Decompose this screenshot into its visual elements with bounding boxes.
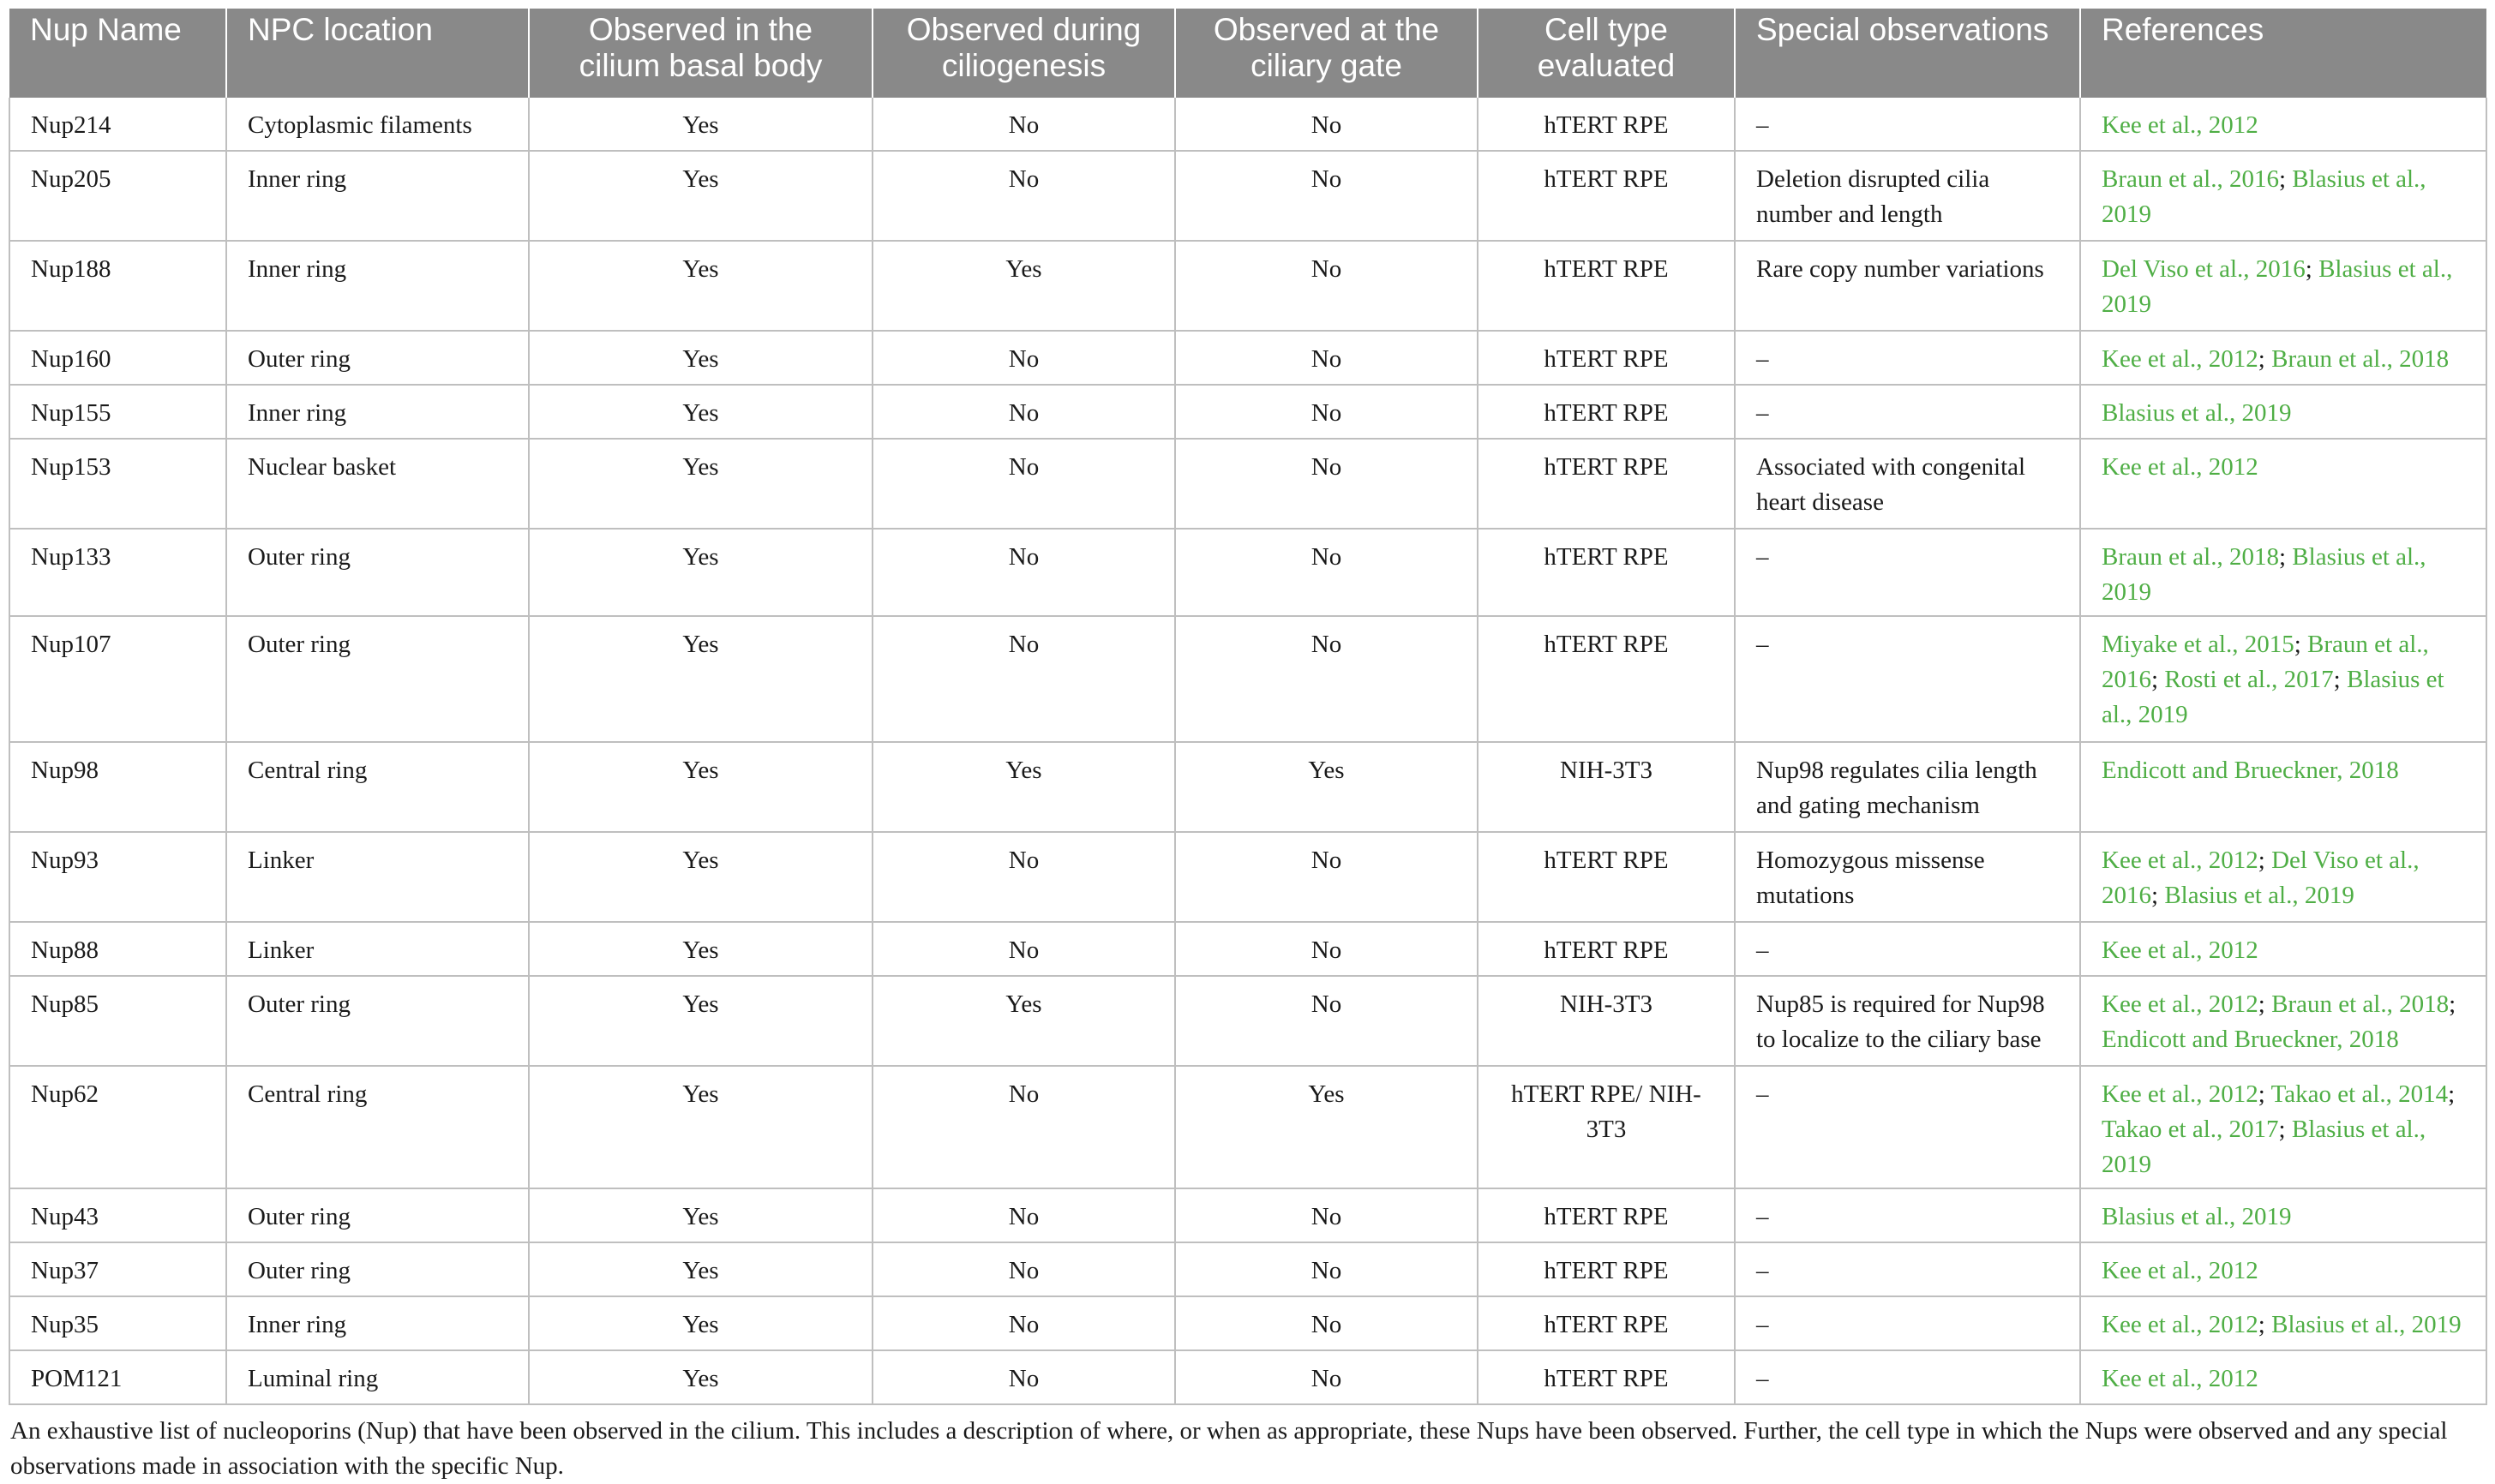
cell-ciliogenesis: No	[873, 151, 1175, 241]
cell-references: Kee et al., 2012; Braun et al., 2018	[2080, 331, 2486, 385]
reference-link[interactable]: Blasius et al., 2019	[2102, 165, 2426, 228]
cell-cell-type: hTERT RPE	[1478, 241, 1735, 331]
table-row	[9, 616, 2486, 742]
header-references: References	[2080, 9, 2486, 98]
cell-npc-location: Nuclear basket	[226, 439, 529, 529]
reference-link[interactable]: Blasius et al., 2019	[2102, 543, 2426, 606]
reference-link[interactable]: Kee et al., 2012	[2102, 1080, 2258, 1108]
table-row	[9, 742, 2486, 832]
cell-basal-body: Yes	[529, 151, 873, 241]
cell-special-observations: –	[1735, 331, 2080, 385]
cell-special-observations: –	[1735, 529, 2080, 616]
table-container	[9, 9, 2486, 1484]
cell-cell-type: hTERT RPE/ NIH-3T3	[1478, 1066, 1735, 1188]
cell-ciliogenesis: No	[873, 1188, 1175, 1242]
cell-cell-type: hTERT RPE	[1478, 385, 1735, 439]
cell-basal-body: Yes	[529, 616, 873, 742]
cell-ciliary-gate: Yes	[1175, 742, 1478, 832]
table-row	[9, 529, 2486, 616]
cell-ciliary-gate: No	[1175, 1188, 1478, 1242]
cell-cell-type: hTERT RPE	[1478, 151, 1735, 241]
cell-basal-body: Yes	[529, 1242, 873, 1296]
cell-npc-location: Cytoplasmic filaments	[226, 98, 529, 151]
table-body	[9, 98, 2486, 1404]
cell-ciliary-gate: No	[1175, 385, 1478, 439]
cell-special-observations: Associated with congenital heart disease	[1735, 439, 2080, 529]
cell-special-observations: –	[1735, 98, 2080, 151]
cell-special-observations: Nup98 regulates cilia length and gating mechanism	[1735, 742, 2080, 832]
cell-nup-name: Nup98	[9, 742, 226, 832]
cell-cell-type: hTERT RPE	[1478, 1242, 1735, 1296]
cell-npc-location: Linker	[226, 922, 529, 976]
cell-basal-body: Yes	[529, 1188, 873, 1242]
cell-npc-location: Central ring	[226, 1066, 529, 1188]
cell-basal-body: Yes	[529, 98, 873, 151]
table-row	[9, 1242, 2486, 1296]
reference-link[interactable]: Blasius et al., 2019	[2164, 882, 2354, 909]
cell-ciliogenesis: No	[873, 616, 1175, 742]
reference-link[interactable]: Endicott and Brueckner, 2018	[2102, 757, 2399, 784]
cell-npc-location: Outer ring	[226, 1242, 529, 1296]
cell-nup-name: Nup88	[9, 922, 226, 976]
cell-basal-body: Yes	[529, 241, 873, 331]
reference-link[interactable]: Kee et al., 2012	[2102, 1311, 2258, 1338]
cell-nup-name: Nup214	[9, 98, 226, 151]
cell-references: Kee et al., 2012; Del Viso et al., 2016; Blasius et al., 2019	[2080, 832, 2486, 922]
cell-ciliary-gate: No	[1175, 616, 1478, 742]
cell-references	[2080, 1350, 2486, 1404]
cell-ciliary-gate: No	[1175, 832, 1478, 922]
cell-ciliary-gate: Yes	[1175, 1066, 1478, 1188]
table-row	[9, 439, 2486, 529]
cell-references	[2080, 1242, 2486, 1296]
cell-cell-type: hTERT RPE	[1478, 98, 1735, 151]
cell-special-observations: Nup85 is required for Nup98 to localize to the ciliary base	[1735, 976, 2080, 1066]
cell-nup-name: Nup37	[9, 1242, 226, 1296]
cell-special-observations: –	[1735, 1066, 2080, 1188]
cell-cell-type: NIH-3T3	[1478, 976, 1735, 1066]
table-row	[9, 832, 2486, 922]
cell-basal-body: Yes	[529, 976, 873, 1066]
reference-link[interactable]: Blasius et al., 2019	[2102, 255, 2453, 318]
header-special-observations: Special observations	[1735, 9, 2080, 98]
header-ciliary-gate: Observed at the ciliary gate	[1175, 9, 1478, 98]
cell-cell-type: hTERT RPE	[1478, 616, 1735, 742]
cell-nup-name: Nup85	[9, 976, 226, 1066]
header-basal-body: Observed in the cilium basal body	[529, 9, 873, 98]
reference-link[interactable]: Kee et al., 2012	[2102, 990, 2258, 1018]
cell-ciliary-gate: No	[1175, 1296, 1478, 1350]
cell-cell-type: hTERT RPE	[1478, 439, 1735, 529]
cell-nup-name: Nup205	[9, 151, 226, 241]
cell-special-observations: –	[1735, 1350, 2080, 1404]
reference-link[interactable]: Blasius et al., 2019	[2271, 1311, 2462, 1338]
cell-basal-body: Yes	[529, 922, 873, 976]
cell-npc-location: Outer ring	[226, 616, 529, 742]
cell-npc-location: Outer ring	[226, 1188, 529, 1242]
cell-ciliary-gate: No	[1175, 331, 1478, 385]
cell-basal-body: Yes	[529, 439, 873, 529]
cell-nup-name: Nup188	[9, 241, 226, 331]
cell-nup-name: Nup133	[9, 529, 226, 616]
cell-basal-body: Yes	[529, 331, 873, 385]
reference-link[interactable]: Braun et al., 2018	[2271, 990, 2450, 1018]
cell-ciliogenesis: No	[873, 1066, 1175, 1188]
cell-ciliogenesis: No	[873, 832, 1175, 922]
cell-special-observations: Deletion disrupted cilia number and length	[1735, 151, 2080, 241]
reference-link[interactable]: Endicott and Brueckner, 2018	[2102, 1026, 2399, 1053]
table-row	[9, 241, 2486, 331]
table-row	[9, 331, 2486, 385]
reference-link[interactable]: Takao et al., 2017	[2102, 1116, 2279, 1143]
cell-ciliary-gate: No	[1175, 922, 1478, 976]
table-row	[9, 98, 2486, 151]
cell-special-observations: –	[1735, 1188, 2080, 1242]
cell-cell-type: NIH-3T3	[1478, 742, 1735, 832]
cell-npc-location: Outer ring	[226, 331, 529, 385]
reference-link[interactable]: Kee et al., 2012	[2102, 1257, 2258, 1284]
cell-ciliary-gate: No	[1175, 151, 1478, 241]
cell-nup-name: Nup62	[9, 1066, 226, 1188]
cell-ciliary-gate: No	[1175, 241, 1478, 331]
cell-ciliary-gate: No	[1175, 98, 1478, 151]
cell-basal-body: Yes	[529, 385, 873, 439]
reference-link[interactable]: Braun et al., 2016	[2102, 165, 2279, 193]
cell-special-observations: –	[1735, 1296, 2080, 1350]
reference-link[interactable]: Braun et al., 2016	[2102, 631, 2429, 693]
reference-link[interactable]: Kee et al., 2012	[2102, 847, 2258, 874]
cell-ciliogenesis: No	[873, 385, 1175, 439]
cell-references: Miyake et al., 2015; Braun et al., 2016; Rosti et al., 2017; Blasius et al., 2019	[2080, 616, 2486, 742]
cell-references: Kee et al., 2012; Braun et al., 2018; Endicott and Brueckner, 2018	[2080, 976, 2486, 1066]
table-row	[9, 1066, 2486, 1188]
table-row	[9, 976, 2486, 1066]
cell-special-observations: Rare copy number variations	[1735, 241, 2080, 331]
cell-special-observations: –	[1735, 616, 2080, 742]
cell-ciliogenesis: Yes	[873, 241, 1175, 331]
cell-references: Del Viso et al., 2016; Blasius et al., 2019	[2080, 241, 2486, 331]
reference-link[interactable]: Del Viso et al., 2016	[2102, 847, 2420, 909]
cell-cell-type: hTERT RPE	[1478, 832, 1735, 922]
table-row	[9, 1350, 2486, 1404]
cell-basal-body: Yes	[529, 1296, 873, 1350]
header-cell-type: Cell type evaluated	[1478, 9, 1735, 98]
cell-ciliary-gate: No	[1175, 1350, 1478, 1404]
table-row	[9, 385, 2486, 439]
reference-link[interactable]: Kee et al., 2012	[2102, 936, 2258, 964]
cell-ciliogenesis: Yes	[873, 742, 1175, 832]
header-npc-location: NPC location	[226, 9, 529, 98]
cell-references	[2080, 922, 2486, 976]
cell-references	[2080, 98, 2486, 151]
header-ciliogenesis: Observed during ciliogenesis	[873, 9, 1175, 98]
cell-npc-location: Inner ring	[226, 385, 529, 439]
cell-ciliogenesis: No	[873, 98, 1175, 151]
table-row	[9, 922, 2486, 976]
cell-special-observations: Homozygous missense mutations	[1735, 832, 2080, 922]
cell-npc-location: Linker	[226, 832, 529, 922]
cell-ciliary-gate: No	[1175, 439, 1478, 529]
table-caption: An exhaustive list of nucleoporins (Nup) that have been observed in the cilium. This includes a description of where, or when as appropriate, these Nups have been observed. Further, the cell type in which the Nups were observed and any special observations made in association with the specific Nup.	[10, 1417, 2448, 1480]
reference-link[interactable]: Del Viso et al., 2016	[2102, 255, 2306, 283]
reference-link[interactable]: Rosti et al., 2017	[2164, 666, 2334, 693]
cell-basal-body: Yes	[529, 529, 873, 616]
cell-references	[2080, 1188, 2486, 1242]
cell-npc-location: Inner ring	[226, 151, 529, 241]
cell-npc-location: Central ring	[226, 742, 529, 832]
cell-special-observations: –	[1735, 922, 2080, 976]
reference-link[interactable]: Blasius et al., 2019	[2102, 1203, 2292, 1230]
cell-npc-location: Luminal ring	[226, 1350, 529, 1404]
table-row	[9, 151, 2486, 241]
cell-nup-name: Nup93	[9, 832, 226, 922]
header-row	[9, 9, 2486, 98]
cell-npc-location: Inner ring	[226, 241, 529, 331]
cell-ciliary-gate: No	[1175, 976, 1478, 1066]
cell-cell-type: hTERT RPE	[1478, 1296, 1735, 1350]
cell-references: Kee et al., 2012; Blasius et al., 2019	[2080, 1296, 2486, 1350]
cell-ciliogenesis: No	[873, 439, 1175, 529]
cell-special-observations: –	[1735, 385, 2080, 439]
cell-nup-name: Nup160	[9, 331, 226, 385]
cell-references	[2080, 385, 2486, 439]
cell-nup-name: POM121	[9, 1350, 226, 1404]
cell-ciliogenesis: No	[873, 1350, 1175, 1404]
header-nup-name: Nup Name	[9, 9, 226, 98]
reference-link[interactable]: Kee et al., 2012	[2102, 111, 2258, 139]
cell-basal-body: Yes	[529, 1066, 873, 1188]
cell-nup-name: Nup43	[9, 1188, 226, 1242]
reference-link[interactable]: Braun et al., 2018	[2271, 345, 2450, 373]
nup-table	[9, 9, 2487, 1405]
reference-link[interactable]: Kee et al., 2012	[2102, 345, 2258, 373]
reference-link[interactable]: Blasius et al., 2019	[2102, 1116, 2426, 1178]
reference-link[interactable]: Kee et al., 2012	[2102, 453, 2258, 481]
cell-cell-type: hTERT RPE	[1478, 529, 1735, 616]
cell-basal-body: Yes	[529, 1350, 873, 1404]
cell-ciliary-gate: No	[1175, 529, 1478, 616]
reference-link[interactable]: Blasius et al., 2019	[2102, 666, 2444, 728]
cell-ciliogenesis: No	[873, 331, 1175, 385]
cell-ciliogenesis: Yes	[873, 976, 1175, 1066]
cell-basal-body: Yes	[529, 742, 873, 832]
cell-ciliogenesis: No	[873, 1242, 1175, 1296]
cell-special-observations: –	[1735, 1242, 2080, 1296]
reference-link[interactable]: Takao et al., 2014	[2270, 1080, 2449, 1108]
cell-references: Braun et al., 2018; Blasius et al., 2019	[2080, 529, 2486, 616]
cell-npc-location: Outer ring	[226, 529, 529, 616]
cell-references	[2080, 439, 2486, 529]
cell-ciliogenesis: No	[873, 922, 1175, 976]
reference-link[interactable]: Blasius et al., 2019	[2102, 399, 2292, 427]
cell-references: Braun et al., 2016; Blasius et al., 2019	[2080, 151, 2486, 241]
reference-link[interactable]: Braun et al., 2018	[2102, 543, 2279, 571]
reference-link[interactable]: Miyake et al., 2015	[2102, 631, 2294, 658]
cell-npc-location: Inner ring	[226, 1296, 529, 1350]
cell-cell-type: hTERT RPE	[1478, 1350, 1735, 1404]
cell-references: Kee et al., 2012; Takao et al., 2014; Takao et al., 2017; Blasius et al., 2019	[2080, 1066, 2486, 1188]
cell-cell-type: hTERT RPE	[1478, 922, 1735, 976]
cell-nup-name: Nup155	[9, 385, 226, 439]
cell-cell-type: hTERT RPE	[1478, 331, 1735, 385]
table-row	[9, 1188, 2486, 1242]
cell-nup-name: Nup153	[9, 439, 226, 529]
cell-basal-body: Yes	[529, 832, 873, 922]
cell-ciliogenesis: No	[873, 1296, 1175, 1350]
cell-nup-name: Nup35	[9, 1296, 226, 1350]
cell-references	[2080, 742, 2486, 832]
reference-link[interactable]: Kee et al., 2012	[2102, 1365, 2258, 1392]
cell-ciliary-gate: No	[1175, 1242, 1478, 1296]
cell-npc-location: Outer ring	[226, 976, 529, 1066]
table-row	[9, 1296, 2486, 1350]
cell-cell-type: hTERT RPE	[1478, 1188, 1735, 1242]
cell-ciliogenesis: No	[873, 529, 1175, 616]
cell-nup-name: Nup107	[9, 616, 226, 742]
